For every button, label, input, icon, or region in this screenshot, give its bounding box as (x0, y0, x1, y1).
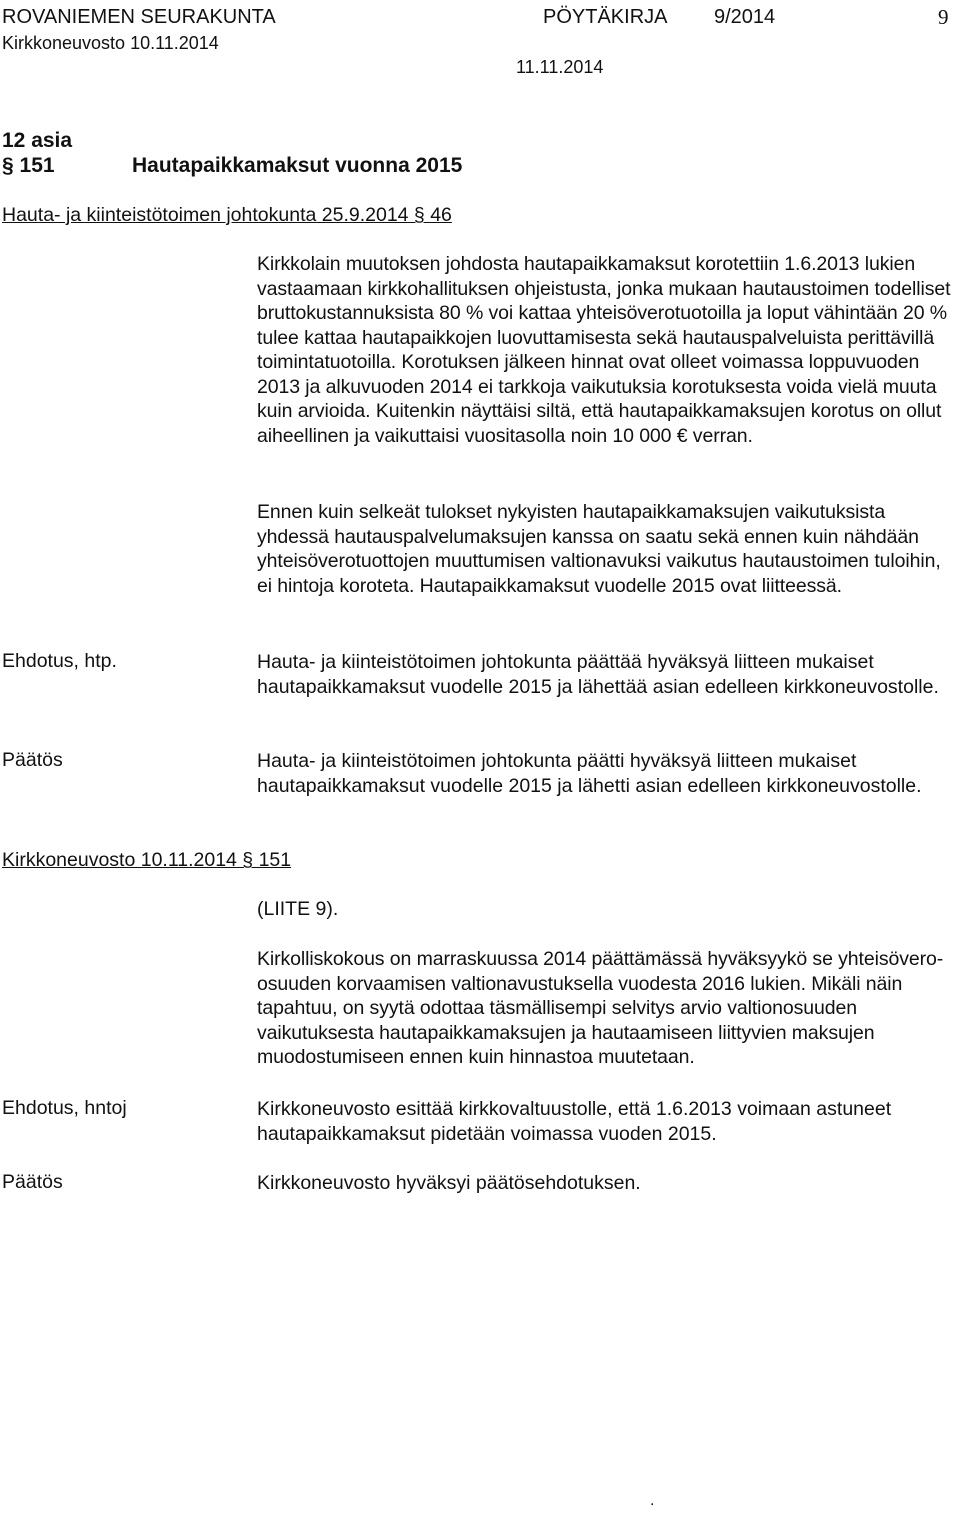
synod-paragraph: Kirkolliskokous on marraskuussa 2014 päättämässä hyväksyykö se yhteisövero-osuuden korvaamisen valtionavustuksella vuodesta 2016 lukien. Mikäli näin tapahtuu, on syytä odottaa täsmällisempi selvitys arvio valtionosuuden vaikutuksesta hautapaikkamaksujen ja hautaamiseen liittyvien maksujen muodostumiseen ennen kuin hinnastoa muutetaan. (257, 948, 944, 1068)
agenda-item: 12 asia (2, 129, 73, 152)
footer-mark: . (650, 1492, 655, 1509)
meeting-label: Kirkkoneuvosto 10.11.2014 (2, 33, 219, 53)
decision-text: Hauta- ja kiinteistötoimen johtokunta päätti hyväksyä liitteen mukaiset hautapaikkamaksut vuodelle 2015 ja lähetti asian edelleen kirkkoneuvostolle. (257, 750, 922, 797)
committee-reference: Hauta- ja kiinteistötoimen johtokunta 25.9.2014 § 46 (2, 204, 452, 226)
page-number: 9 (938, 5, 949, 29)
document-number: 9/2014 (714, 6, 776, 28)
council-reference: Kirkkoneuvosto 10.11.2014 § 151 (2, 849, 292, 871)
council-decision-text: Kirkkoneuvosto hyväksyi päätösehdotuksen. (257, 1172, 641, 1194)
council-proposal-label: Ehdotus, hntoj (2, 1097, 127, 1119)
attachment-reference: (LIITE 9). (257, 898, 339, 920)
council-proposal-text: Kirkkoneuvosto esittää kirkkovaltuustolle, että 1.6.2013 voimaan astuneet hautapaikkamaksut pidetään voimassa vuoden 2015. (257, 1098, 892, 1145)
council-decision-label: Päätös (2, 1171, 63, 1193)
item-title: Hautapaikkamaksut vuonna 2015 (132, 154, 463, 177)
proposal-label: Ehdotus, htp. (2, 650, 117, 672)
background-paragraph: Kirkkolain muutoksen johdosta hautapaikkamaksut korotettiin 1.6.2013 lukien vastaamaan kirkkohallituksen ohjeistusta, jonka mukaan hautaustoimen todelliset bruttokustannuksista 80 % voi kattaa yhteisöverotuotoilla ja loput vähintään 20 % tulee kattaa hautapaikkojen luovuttamisesta sekä hautauspalveluista perittävillä toimintatuotoilla. Korotuksen jälkeen hinnat ovat olleet voimassa loppuvuoden 2013 ja alkuvuoden 2014 ei tarkkoja vaikutuksia korotuksesta voida vielä muuta kuin arvioida. Kuitenkin näyttäisi siltä, että hautapaikkamaksujen korotus on ollut aiheellinen ja vaikuttaisi vuositasolla noin 10 000 € verran. (257, 253, 951, 447)
document-date: 11.11.2014 (516, 57, 604, 77)
document-type: PÖYTÄKIRJA (543, 6, 668, 28)
section-number: § 151 (2, 154, 55, 177)
pricing-paragraph: Ennen kuin selkeät tulokset nykyisten hautapaikkamaksujen vaikutuksista yhdessä hautauspalvelumaksujen kanssa on saatu sekä ennen kuin nähdään yhteisöverotuottojen muuttumisen valtionavuksi vaikutus hautaustoimen tuloihin, ei hintoja koroteta. Hautapaikkamaksut vuodelle 2015 ovat liitteessä. (257, 501, 941, 597)
proposal-text: Hauta- ja kiinteistötoimen johtokunta päättää hyväksyä liitteen mukaiset hautapaikkamaksut vuodelle 2015 ja lähettää asian edelleen kirkkoneuvostolle. (257, 651, 939, 698)
organization-name: ROVANIEMEN SEURAKUNTA (2, 6, 276, 28)
decision-label: Päätös (2, 749, 63, 771)
